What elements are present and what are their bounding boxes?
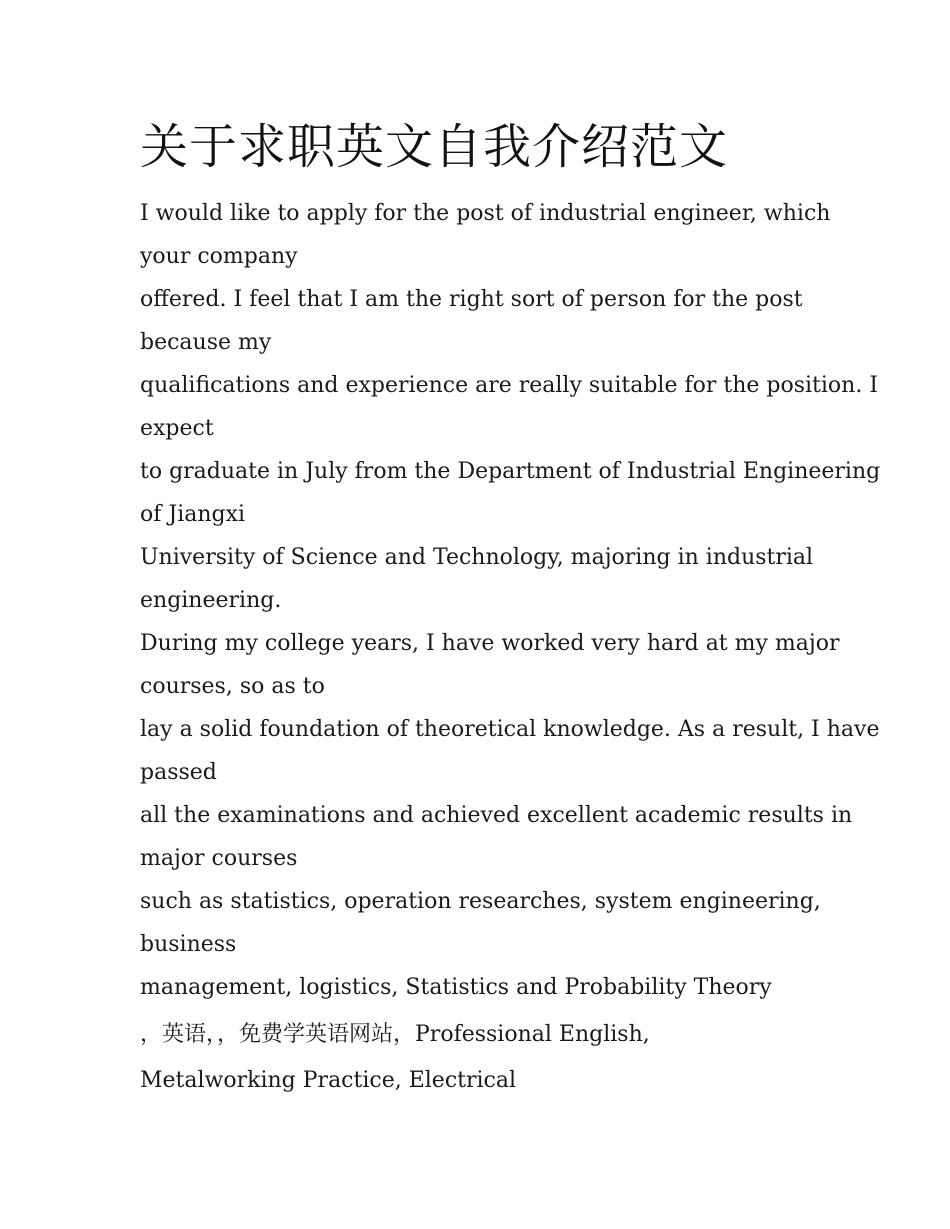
body-line: to graduate in July from the Department of Industrial Engineering [140, 459, 881, 484]
body-line: University of Science and Technology, majoring in industrial [140, 545, 814, 570]
document-body [140, 192, 881, 1102]
body-line: courses, so as to [140, 674, 325, 699]
document-page [140, 116, 881, 1102]
body-line: During my college years, I have worked very hard at my major [140, 631, 840, 656]
body-line: Metalworking Practice, Electrical [140, 1068, 517, 1093]
body-line: your company [140, 244, 298, 269]
body-line: I would like to apply for the post of industrial engineer, which [140, 201, 831, 226]
body-line: of Jiangxi [140, 502, 246, 527]
body-line: all the examinations and achieved excellent academic results in [140, 803, 853, 828]
body-line: management, logistics, Statistics and Probability Theory [140, 975, 772, 1000]
body-line: expect [140, 416, 214, 441]
body-line: lay a solid foundation of theoretical knowledge. As a result, I have [140, 717, 880, 742]
document-title: 关于求职英文自我介绍范文 [140, 119, 729, 175]
body-line: passed [140, 760, 217, 785]
body-line: because my [140, 330, 272, 355]
body-line: qualifications and experience are really suitable for the position. I [140, 373, 879, 398]
body-line: business [140, 932, 237, 957]
body-line: offered. I feel that I am the right sort of person for the post [140, 287, 803, 312]
body-line: engineering. [140, 588, 282, 613]
body-line: major courses [140, 846, 298, 871]
body-line: ，英语，，免费学英语网站，Professional English, [140, 1022, 650, 1047]
body-line: such as statistics, operation researches, system engineering, [140, 889, 821, 914]
